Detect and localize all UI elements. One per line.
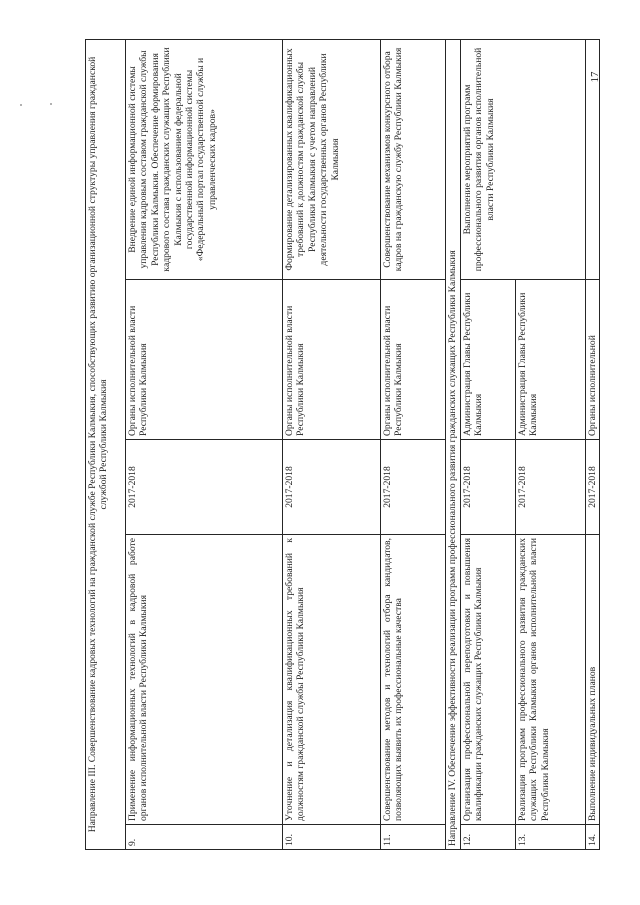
table-row [586,39,600,849]
table-row [461,39,516,849]
row-number: 14. [586,825,600,850]
rotated-table-container [85,40,605,850]
row-period: 2017-2018 [126,440,283,535]
row-result: Формирование детализированных квалификационных требований к должностям гражданской службы Республики Калмыкия с учетом направлений деятельности государственных органов Республики Калмыкия [283,39,381,279]
section-iv-title: Направление IV. Обеспечение эффективности реализации программ профессионального развития гражданских служащих Республики Калмыкия [446,39,461,849]
section-iv-header-row [446,39,461,849]
scan-dot [20,104,22,106]
table-row [283,39,381,849]
row-period: 2017-2018 [516,440,586,535]
row-action: Выполнение индивидуальных планов [586,535,600,825]
row-period: 2017-2018 [381,440,446,535]
row-result: Выполнение мероприятий программ профессионального развития органов исполнительной власти Республики Калмыкия [461,39,586,279]
row-action: Уточнение и детализация квалификационных требований к должностям гражданской службы Республики Калмыкия [283,535,381,825]
row-executor: Органы исполнительной власти Республики Калмыкия [381,280,446,440]
table-row [126,39,283,849]
row-number: 9. [126,825,283,850]
row-number: 10. [283,825,381,850]
row-executor: Органы исполнительной власти Республики Калмыкия [126,280,283,440]
row-number: 12. [461,825,516,850]
row-number: 13. [516,825,586,850]
table-row [381,39,446,849]
section-iii-title: Направление III. Совершенствование кадровых технологий на гражданской службе Республики Калмыкия, способствующих развитию организационной структуры управления гражданской службой Республики Калмыкия [86,39,126,849]
row-executor: Органы исполнительной [586,280,600,440]
row-action: Применение информационных технологий в кадровой работе органов исполнительной власти Республики Калмыкия [126,535,283,825]
page-number: 17 [589,71,601,83]
row-result: Внедрение единой информационной системы управления кадровым составом гражданской службы Республики Калмыкия. Обеспечение формирования кадрового состава гражданских служащих Республики Калмыкия с использованием федеральной государственной информационной системы «Федеральный портал государственной службы и управленческих кадров» [126,39,283,279]
scan-dot [50,103,52,105]
row-executor: Органы исполнительной власти Республики Калмыкия [283,280,381,440]
row-period: 2017-2018 [586,440,600,535]
row-executor: Администрация Главы Республики Калмыкия [461,280,516,440]
measures-table [85,39,600,850]
row-number: 11. [381,825,446,850]
row-result: Совершенствование механизмов конкурсного отбора кадров на гражданскую службу Республики Калмыкия [381,39,446,279]
row-period: 2017-2018 [283,440,381,535]
row-action: Реализация программ профессионального развития гражданских служащих Республики Калмыкия органов исполнительной власти Республики Калмыкия [516,535,586,825]
row-action: Совершенствование методов и технологий отбора кандидатов, позволяющих выявить их профессиональные качества [381,535,446,825]
section-iii-header-row [86,39,126,849]
row-action: Организация профессиональной переподготовки и повышения квалификации гражданских служащих Республики Калмыкия [461,535,516,825]
row-period: 2017-2018 [461,440,516,535]
row-executor: Администрация Главы Республики Калмыкия [516,280,586,440]
